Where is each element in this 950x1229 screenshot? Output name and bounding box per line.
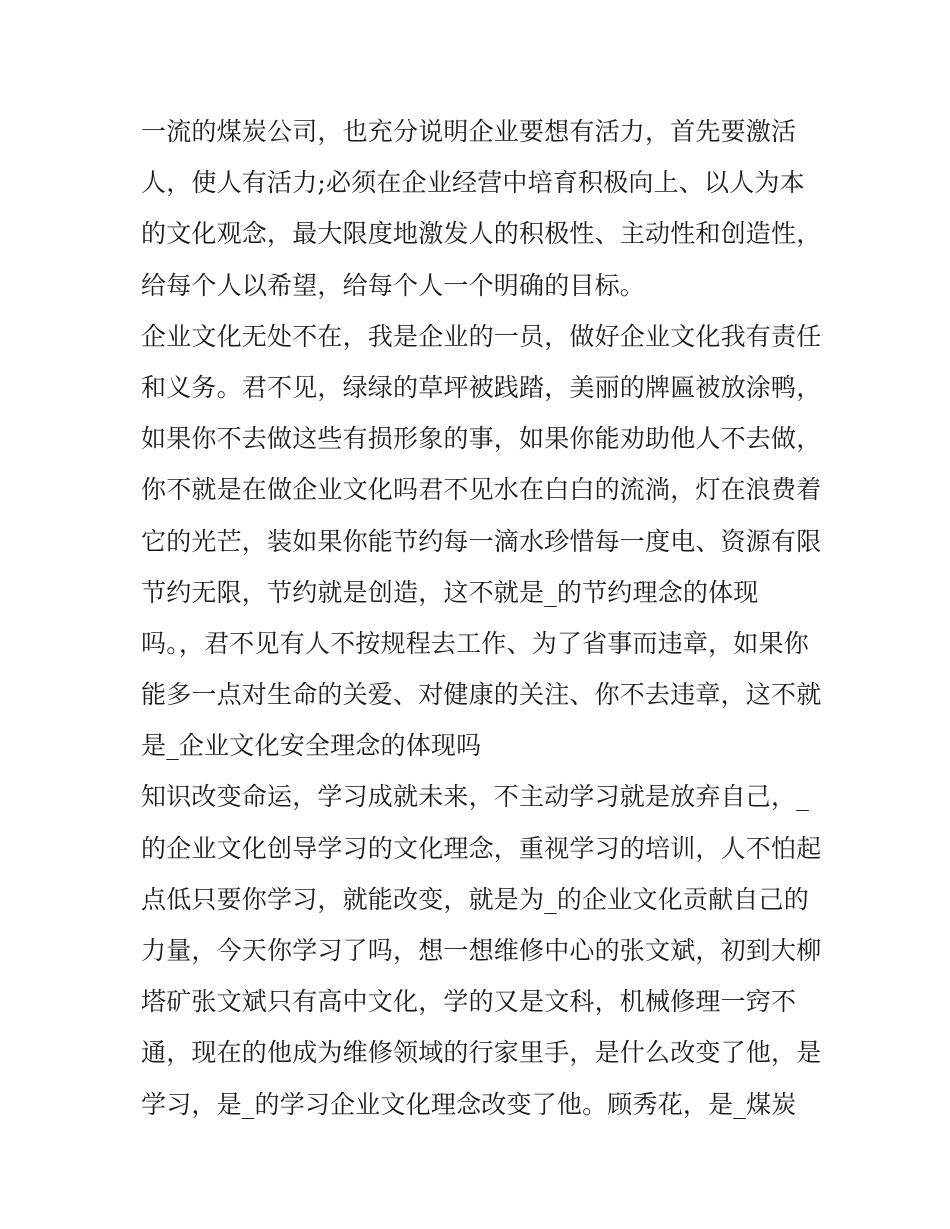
text-line: 一流的煤炭公司，也充分说明企业要想有活力，首先要激活 xyxy=(141,117,797,146)
text-line: 塔矿张文斌只有高中文化，学的又是文科，机械修理一窍不 xyxy=(141,987,797,1017)
text-line: 人，使人有活力;必须在企业经营中培育积极向上、以人为本 xyxy=(141,168,805,198)
text-line: 学习，是_的学习企业文化理念改变了他。顾秀花，是_煤炭 xyxy=(141,1089,797,1119)
text-line: 通，现在的他成为维修领域的行家里手，是什么改变了他，是 xyxy=(141,1038,822,1068)
text-line: 知识改变命运，学习成就未来，不主动学习就是放弃自己，_ xyxy=(141,782,809,812)
text-line: 节约无限，节约就是创造，这不就是_的节约理念的体现 xyxy=(141,577,759,607)
text-line: 给每个人以希望，给每个人一个明确的目标。 xyxy=(141,270,646,300)
text-line: 的企业文化创导学习的文化理念，重视学习的培训，人不怕起 xyxy=(141,833,822,863)
text-line: 你不就是在做企业文化吗君不见水在白白的流淌，灯在浪费着 xyxy=(141,475,822,505)
text-line: 点低只要你学习，就能改变，就是为_的企业文化贡献自己的 xyxy=(141,884,809,914)
text-line: 吗。，君不见有人不按规程去工作、为了省事而违章，如果你 xyxy=(141,628,809,658)
text-line: 和义务。君不见，绿绿的草坪被践踏，美丽的牌匾被放涂鸭， xyxy=(141,372,822,402)
text-line: 它的光芒，装如果你能节约每一滴水珍惜每一度电、资源有限 xyxy=(141,526,822,556)
document-body xyxy=(141,106,821,1130)
text-line: 力量，今天你学习了吗，想一想维修中心的张文斌，初到大柳 xyxy=(141,936,822,965)
text-line: 企业文化无处不在，我是企业的一员，做好企业文化我有责任 xyxy=(141,321,822,351)
text-line: 如果你不去做这些有损形象的事，如果你能劝助他人不去做， xyxy=(141,424,822,454)
text-line: 的文化观念，最大限度地激发人的积极性、主动性和创造性， xyxy=(141,219,822,249)
text-line: 是_企业文化安全理念的体现吗 xyxy=(141,731,482,761)
text-line: 能多一点对生命的关爱、对健康的关注、你不去违章，这不就 xyxy=(141,680,822,710)
